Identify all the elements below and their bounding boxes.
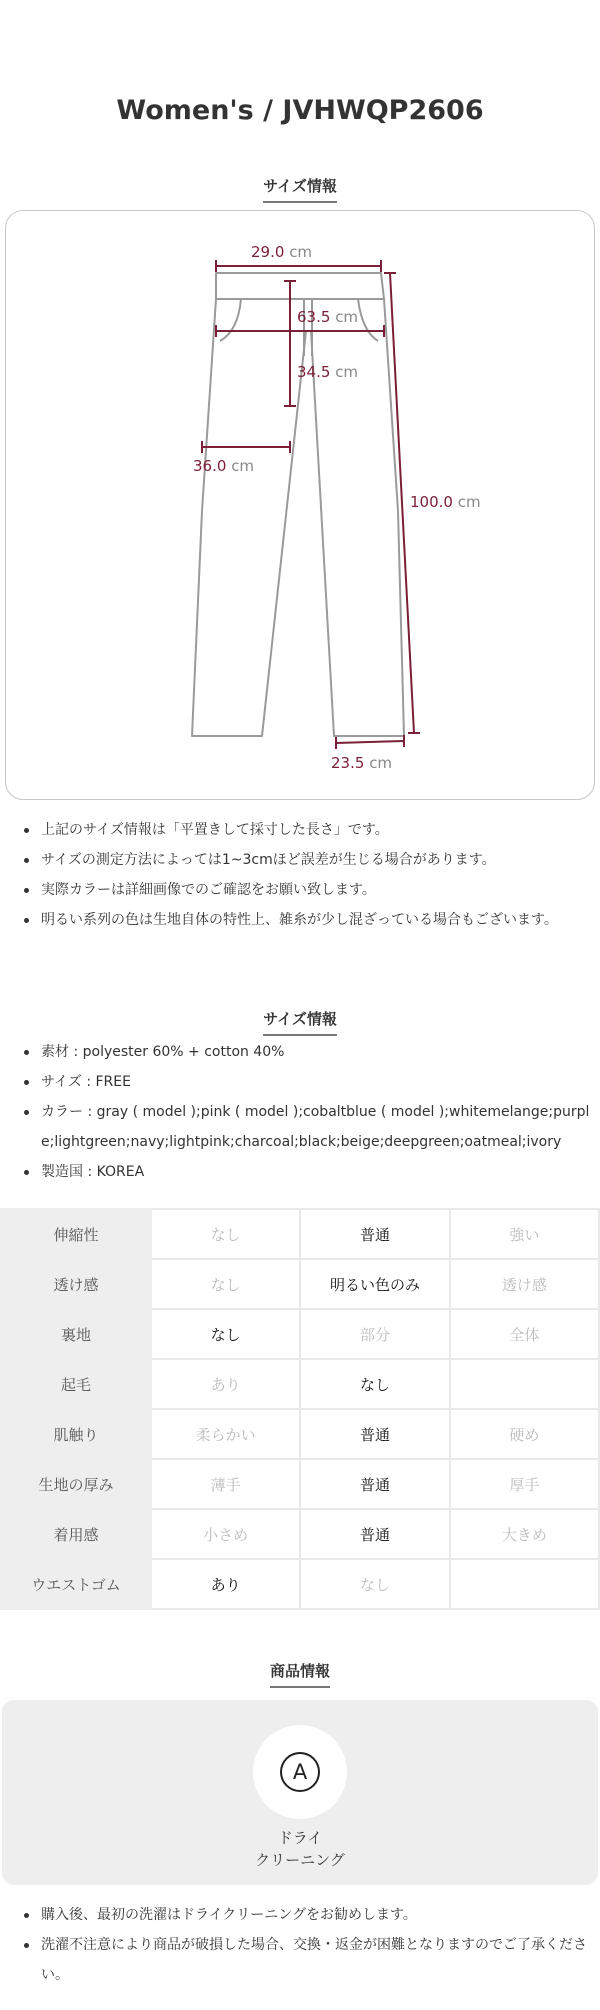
pants-diagram (6, 211, 596, 801)
table-row (1, 1459, 599, 1509)
spec-label: 裏地 (1, 1309, 151, 1359)
table-row (1, 1559, 599, 1609)
spec-option: 厚手 (450, 1459, 599, 1509)
spec-option: 小さめ (151, 1509, 300, 1559)
size-info-heading: サイズ情報 (0, 175, 600, 203)
list-item: 実際カラーは詳細画像でのご確認をお願い致します。 (20, 875, 590, 905)
table-row (1, 1309, 599, 1359)
spec-option: 普通 (300, 1459, 449, 1509)
care-icon-circle (253, 1725, 347, 1819)
list-item: 洗濯不注意により商品が破損した場合、交換・返金が困難となりますのでご了承ください。 (20, 1930, 590, 1990)
spec-option: 大きめ (450, 1509, 599, 1559)
spec-option: 薄手 (151, 1459, 300, 1509)
fabric-spec-table (0, 1208, 600, 1610)
spec-option: 硬め (450, 1409, 599, 1459)
spec-label: 伸縮性 (1, 1209, 151, 1259)
measurement-length: 100.0 cm (410, 493, 481, 511)
detail-list (20, 1037, 590, 1187)
spec-option (450, 1359, 599, 1409)
table-row (1, 1209, 599, 1259)
measurement-hip: 63.5 cm (297, 308, 359, 326)
spec-label: 肌触り (1, 1409, 151, 1459)
page-title: Women's / JVHWQP2606 (116, 95, 484, 126)
spec-option: なし (151, 1259, 300, 1309)
list-item: 製造国 : KOREA (20, 1157, 590, 1187)
dry-clean-icon: A (280, 1752, 320, 1792)
spec-option: 透け感 (450, 1259, 599, 1309)
list-item: 購入後、最初の洗濯はドライクリーニングをお勧めします。 (20, 1900, 590, 1930)
spec-option: 普通 (300, 1409, 449, 1459)
measurement-waist: 29.0 cm (251, 243, 313, 261)
spec-option: なし (300, 1359, 449, 1409)
list-item: 明るい系列の色は生地自体の特性上、雑糸が少し混ざっている場合もございます。 (20, 905, 590, 935)
spec-label: 着用感 (1, 1509, 151, 1559)
product-info-heading: 商品情報 (0, 1660, 600, 1688)
size-notes-list (20, 815, 590, 935)
spec-option: あり (151, 1359, 300, 1409)
list-item: 上記のサイズ情報は「平置きして採寸した長さ」です。 (20, 815, 590, 845)
list-item: カラー : gray ( model );pink ( model );cobaltblue ( model );whitemelange;purple;lightgreen;navy;lightpink;charcoal;black;beige;deepgreen;oatmeal;ivory (20, 1097, 590, 1157)
list-item: サイズの測定方法によっては1~3cmほど誤差が生じる場合があります。 (20, 845, 590, 875)
table-row (1, 1359, 599, 1409)
spec-label: ウエストゴム (1, 1559, 151, 1609)
spec-label: 生地の厚み (1, 1459, 151, 1509)
spec-option: 柔らかい (151, 1409, 300, 1459)
spec-option: 全体 (450, 1309, 599, 1359)
spec-option: なし (300, 1559, 449, 1609)
list-item: 素材 : polyester 60% + cotton 40% (20, 1037, 590, 1067)
spec-option (450, 1559, 599, 1609)
size-diagram-panel (5, 210, 595, 800)
spec-option: なし (151, 1309, 300, 1359)
list-item: サイズ : FREE (20, 1067, 590, 1097)
measurement-rise: 34.5 cm (297, 363, 359, 381)
measurement-hem: 23.5 cm (331, 754, 393, 772)
pants-outline (192, 273, 404, 736)
care-label: ドライ クリーニング (255, 1829, 345, 1869)
care-panel (2, 1700, 598, 1885)
spec-option: 明るい色のみ (300, 1259, 449, 1309)
spec-option: 普通 (300, 1509, 449, 1559)
spec-label: 起毛 (1, 1359, 151, 1409)
spec-option: 部分 (300, 1309, 449, 1359)
table-row (1, 1259, 599, 1309)
detail-info-heading: サイズ情報 (0, 1008, 600, 1036)
table-row (1, 1409, 599, 1459)
spec-label: 透け感 (1, 1259, 151, 1309)
spec-option: なし (151, 1209, 300, 1259)
care-notes-list (20, 1900, 590, 1990)
measurement-thigh: 36.0 cm (193, 457, 255, 475)
spec-option: 普通 (300, 1209, 449, 1259)
spec-option: あり (151, 1559, 300, 1609)
spec-option: 強い (450, 1209, 599, 1259)
table-row (1, 1509, 599, 1559)
